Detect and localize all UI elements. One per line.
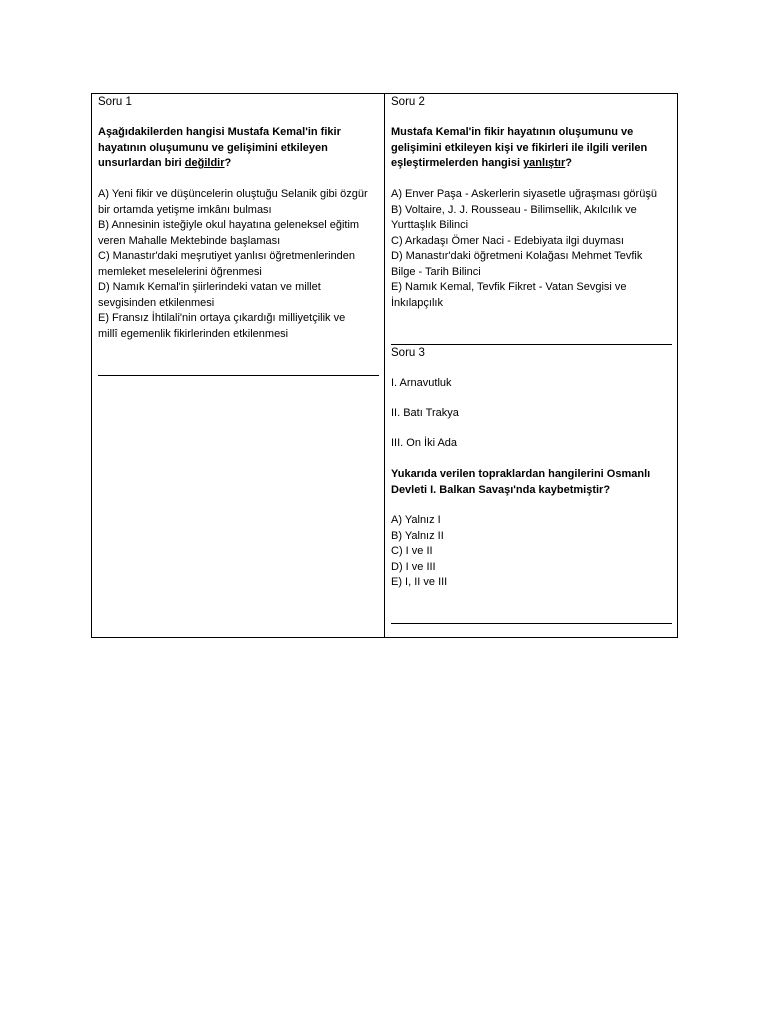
question-1-header: Soru 1: [98, 96, 132, 108]
question-3-stem-line: Yukarıda verilen topraklardan hangilerini Osmanlı: [391, 468, 651, 480]
option-line: D) Namık Kemal'in şiirlerindeki vatan ve millet: [98, 281, 321, 293]
option-line: B) Annesinin isteğiyle okul hayatına geleneksel eğitim: [98, 219, 360, 231]
question-1-stem-line: Aşağıdakilerden hangisi Mustafa Kemal'in fikir: [98, 126, 341, 138]
option-line: sevgisinden etkilenmesi: [98, 296, 215, 309]
option-line: B) Voltaire, J. J. Rousseau - Bilimsellik, Akılcılık ve: [391, 203, 637, 216]
option-line: İnkılapçılık: [391, 296, 443, 309]
column-divider: [384, 94, 385, 637]
question-2-stem-line: Mustafa Kemal'in fikir hayatının oluşumunu ve: [391, 126, 634, 138]
option-line: Yurttaşlık Bilinci: [391, 219, 469, 231]
option-line: bir ortamda yetişme imkânı bulması: [98, 203, 272, 216]
question-2-3-cell: [391, 94, 674, 637]
question-1-stem-text: unsurlardan biri: [98, 157, 185, 169]
question-3-header: Soru 3: [391, 347, 425, 359]
question-2-stem: [391, 125, 647, 172]
answer-line: [98, 375, 379, 376]
question-2-stem-end: ?: [565, 157, 572, 169]
option-line: D) I ve III: [391, 560, 436, 573]
question-2-stem-emphasis: yanlıştır: [523, 157, 566, 169]
question-3-statement: III. On İki Ada: [391, 437, 458, 449]
answer-line: [391, 344, 672, 345]
option-line: A) Enver Paşa - Askerlerin siyasetle uğraşması görüşü: [391, 188, 657, 200]
option-line: C) Arkadaşı Ömer Naci - Edebiyata ilgi duyması: [391, 234, 624, 247]
option-line: veren Mahalle Mektebinde başlaması: [98, 234, 281, 247]
question-1-stem: [98, 125, 341, 172]
option-line: A) Yeni fikir ve düşüncelerin oluştuğu Selanik gibi özgür: [98, 188, 368, 200]
option-line: millî egemenlik fikirlerinden etkilenmesi: [98, 327, 289, 340]
option-line: B) Yalnız II: [391, 529, 444, 542]
question-1-stem-end: ?: [224, 157, 232, 169]
question-2-stem-line: gelişimini etkileyen kişi ve fikirleri ile ilgili verilen: [391, 141, 648, 154]
option-line: E) I, II ve III: [391, 576, 448, 588]
option-line: E) Fransız İhtilali'nin ortaya çıkardığı milliyetçilik ve: [98, 312, 346, 324]
question-1-stem-line: hayatının oluşumunu ve gelişimini etkileyen: [98, 141, 328, 154]
question-3-statement: I. Arnavutluk: [391, 377, 452, 389]
question-3-options: [391, 513, 447, 591]
question-2-header: Soru 2: [391, 96, 425, 108]
question-1-cell: [98, 94, 380, 637]
question-1-stem-line: [98, 156, 341, 172]
question-1-options: [98, 187, 368, 342]
question-3-statement: II. Batı Trakya: [391, 407, 459, 419]
question-2-stem-line: [391, 156, 647, 172]
question-2-options: [391, 187, 657, 311]
question-2-stem-text: eşleştirmelerden hangisi: [391, 157, 524, 169]
option-line: D) Manastır'daki öğretmeni Kolağası Mehmet Tevfik: [391, 250, 643, 262]
quiz-table: [91, 93, 678, 638]
question-1-stem-emphasis: değildir: [184, 157, 225, 169]
option-line: memleket meselelerini öğrenmesi: [98, 265, 262, 278]
option-line: Bilge - Tarih Bilinci: [391, 265, 481, 278]
question-3-stem: [391, 467, 650, 498]
question-3-stem-line: Devleti I. Balkan Savaşı'nda kaybetmiştir?: [391, 483, 611, 496]
answer-line: [391, 623, 672, 624]
option-line: C) Manastır'daki meşrutiyet yanlısı öğretmenlerinden: [98, 250, 356, 262]
option-line: E) Namık Kemal, Tevfik Fikret - Vatan Sevgisi ve: [391, 281, 627, 293]
option-line: A) Yalnız I: [391, 514, 441, 526]
option-line: C) I ve II: [391, 545, 433, 557]
